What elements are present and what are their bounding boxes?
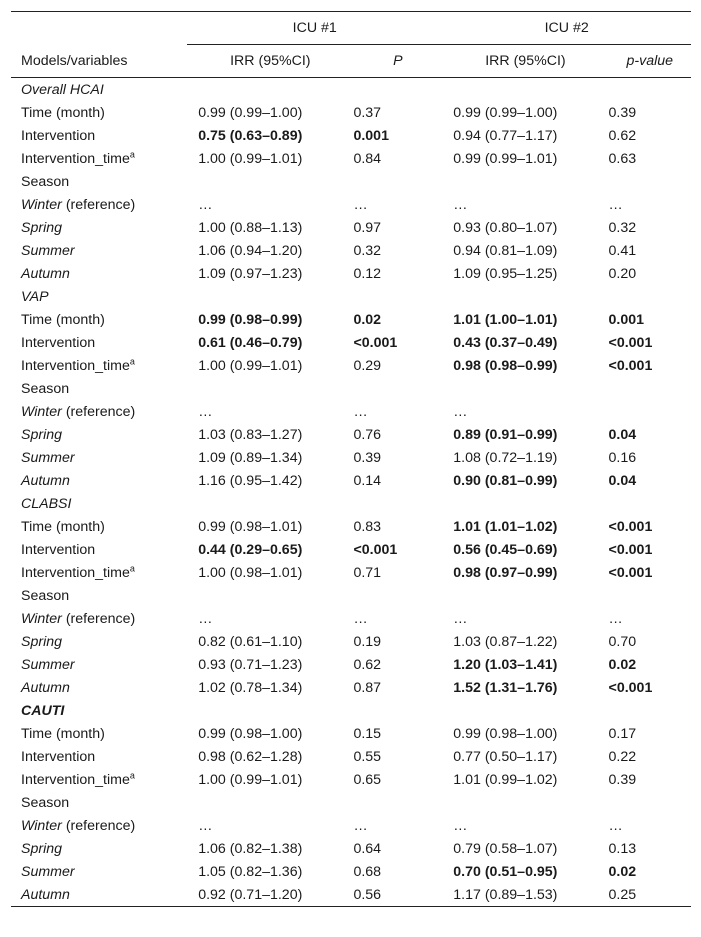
irr-icu2-cell: 0.99 (0.99–1.00) [453, 104, 558, 121]
row-label-text: Season [21, 380, 70, 397]
table-row [11, 147, 691, 170]
table-row [11, 607, 691, 630]
irr-icu2-cell [442, 285, 608, 308]
table-row [11, 561, 691, 584]
table-row [11, 791, 691, 814]
table-row [11, 860, 691, 883]
results-table [11, 11, 691, 907]
irr-icu1-cell: 0.82 (0.61–1.10) [198, 633, 303, 650]
irr-icu2-cell: 1.17 (0.89–1.53) [442, 883, 608, 907]
row-label-text: Summer [21, 242, 75, 259]
irr-icu2-cell: 0.93 (0.80–1.07) [453, 219, 558, 236]
p-icu1-cell [353, 377, 442, 400]
p-icu2-cell: 0.41 [608, 242, 637, 259]
row-label-text: Autumn [21, 679, 70, 696]
row-label-text: Season [21, 794, 70, 811]
irr-icu1-cell: 0.75 (0.63–0.89) [198, 127, 303, 144]
table-body [11, 78, 691, 907]
p-icu2-cell: 0.02 [608, 656, 637, 673]
group-header-icu2: ICU #2 [442, 12, 691, 45]
irr-icu2-cell [442, 584, 608, 607]
irr-icu2-cell: 1.01 (1.01–1.02) [453, 518, 558, 535]
row-label-text: Winter [21, 403, 62, 420]
p-icu2-cell [609, 78, 691, 102]
irr-icu2-cell: 0.98 (0.98–0.99) [453, 357, 558, 374]
row-label-text: Intervention [21, 541, 96, 558]
row-label [11, 377, 187, 400]
column-header-row [11, 45, 691, 78]
p-icu1-cell: 0.55 [353, 748, 382, 765]
row-label [11, 147, 187, 170]
row-label [11, 768, 187, 791]
table-row [11, 837, 691, 860]
irr-icu1-cell: … [198, 610, 213, 627]
p-icu2-cell: 0.32 [608, 219, 637, 236]
row-label [11, 285, 187, 308]
row-label-text: Intervention_time [21, 564, 130, 581]
table-row [11, 124, 691, 147]
irr-icu1-cell: 0.44 (0.29–0.65) [198, 541, 303, 558]
table-row [11, 745, 691, 768]
p-icu2-cell: 0.39 [608, 104, 637, 121]
p-icu1-cell: … [353, 610, 368, 627]
p-icu2-cell: 0.39 [608, 771, 637, 788]
p-icu1-cell [353, 699, 442, 722]
row-label-text: Autumn [21, 472, 70, 489]
row-label [11, 515, 187, 538]
row-label-text: Summer [21, 656, 75, 673]
irr-icu2-cell: 0.94 (0.81–1.09) [453, 242, 558, 259]
table-row [11, 101, 691, 124]
table-row [11, 170, 691, 193]
irr-icu2-cell: 1.20 (1.03–1.41) [453, 656, 558, 673]
p-icu2-cell: <0.001 [608, 334, 653, 351]
irr-icu2-cell [442, 699, 608, 722]
irr-icu1-cell: 1.06 (0.82–1.38) [198, 840, 303, 857]
row-label [11, 423, 187, 446]
table-row [11, 515, 691, 538]
table-row [11, 308, 691, 331]
irr-icu1-cell: 1.00 (0.99–1.01) [198, 357, 303, 374]
table-row [11, 676, 691, 699]
irr-icu2-cell: 1.01 (1.00–1.01) [453, 311, 558, 328]
p-icu2-cell: … [608, 817, 623, 834]
p-icu2-cell: 0.02 [608, 863, 637, 880]
table-row [11, 285, 691, 308]
row-label-text: Winter [21, 817, 62, 834]
row-label [11, 791, 187, 814]
footnote-marker: a [129, 148, 135, 159]
row-label-text: Intervention_time [21, 771, 130, 788]
irr-icu1-cell: 1.06 (0.94–1.20) [198, 242, 303, 259]
row-label [11, 216, 187, 239]
column-header-irr-icu1: IRR (95%CI) [187, 45, 353, 78]
p-icu1-cell: … [353, 196, 368, 213]
row-label [11, 170, 187, 193]
p-icu2-cell [609, 170, 691, 193]
table-row [11, 814, 691, 837]
row-label [11, 584, 187, 607]
irr-icu2-cell: … [453, 817, 468, 834]
row-label-text: CAUTI [21, 702, 65, 719]
header-empty-cell [11, 12, 187, 45]
table-row [11, 699, 691, 722]
p-icu2-cell [609, 285, 691, 308]
column-header-variables: Models/variables [11, 45, 187, 78]
p-icu2-cell [609, 492, 691, 515]
p-icu1-cell: 0.65 [353, 771, 382, 788]
p-icu1-cell: 0.12 [353, 265, 382, 282]
p-icu2-cell: 0.13 [608, 840, 637, 857]
row-label-text: Time (month) [21, 311, 105, 328]
irr-icu2-cell [442, 492, 608, 515]
irr-icu1-cell [187, 377, 353, 400]
row-label [11, 538, 187, 561]
irr-icu2-cell: 0.70 (0.51–0.95) [453, 863, 558, 880]
p-icu2-cell: 0.70 [608, 633, 637, 650]
row-label-suffix: (reference) [61, 817, 136, 834]
table-row [11, 538, 691, 561]
irr-icu2-cell: 1.08 (0.72–1.19) [453, 449, 558, 466]
row-label [11, 400, 187, 423]
row-label-text: Season [21, 587, 70, 604]
p-icu2-cell: 0.22 [608, 748, 637, 765]
row-label [11, 354, 187, 377]
p-icu1-cell: 0.56 [353, 883, 442, 907]
row-label-text: Autumn [21, 265, 70, 282]
p-icu1-cell: 0.84 [353, 150, 382, 167]
table-row [11, 262, 691, 285]
table-row [11, 423, 691, 446]
irr-icu2-cell: 1.03 (0.87–1.22) [453, 633, 558, 650]
row-label-text: Intervention [21, 748, 96, 765]
irr-icu1-cell: 0.61 (0.46–0.79) [198, 334, 303, 351]
irr-icu2-cell [442, 170, 608, 193]
row-label-suffix: (reference) [61, 196, 136, 213]
irr-icu2-cell: 0.94 (0.77–1.17) [453, 127, 558, 144]
irr-icu2-cell: 1.52 (1.31–1.76) [453, 679, 558, 696]
irr-icu1-cell: 1.16 (0.95–1.42) [198, 472, 303, 489]
table-row [11, 193, 691, 216]
row-label-text: Spring [21, 633, 63, 650]
irr-icu2-cell: 1.09 (0.95–1.25) [453, 265, 558, 282]
row-label-text: VAP [21, 288, 49, 305]
row-label [11, 331, 187, 354]
irr-icu2-cell: 0.77 (0.50–1.17) [453, 748, 558, 765]
p-icu2-cell [609, 584, 691, 607]
p-icu1-cell: 0.76 [353, 426, 382, 443]
p-icu2-cell [609, 377, 691, 400]
p-icu2-cell: … [608, 610, 623, 627]
row-label-text: Time (month) [21, 518, 105, 535]
row-label-text: Overall HCAI [21, 81, 104, 98]
table-row [11, 331, 691, 354]
p-icu1-cell: 0.83 [353, 518, 382, 535]
row-label [11, 78, 187, 102]
row-label [11, 883, 187, 907]
irr-icu2-cell: 0.43 (0.37–0.49) [453, 334, 558, 351]
row-label-text: Summer [21, 863, 75, 880]
row-label-suffix: (reference) [61, 610, 136, 627]
p-icu1-cell: <0.001 [353, 541, 398, 558]
p-icu2-cell: 0.16 [608, 449, 637, 466]
p-icu1-cell: 0.29 [353, 357, 382, 374]
row-label-text: Season [21, 173, 70, 190]
irr-icu2-cell [442, 377, 608, 400]
irr-icu1-cell: … [198, 196, 213, 213]
p-icu1-cell: 0.97 [353, 219, 382, 236]
footnote-marker: a [129, 562, 135, 573]
row-label-text: Spring [21, 219, 63, 236]
irr-icu1-cell: … [198, 817, 213, 834]
irr-icu2-cell: 0.89 (0.91–0.99) [453, 426, 558, 443]
table-row [11, 78, 691, 102]
row-label-text: Intervention [21, 334, 96, 351]
irr-icu2-cell [442, 78, 608, 102]
p-icu1-cell: 0.87 [353, 679, 382, 696]
p-icu1-cell [353, 78, 442, 102]
row-label [11, 101, 187, 124]
footnote-marker: a [129, 769, 135, 780]
p-icu1-cell: 0.68 [353, 863, 382, 880]
p-icu2-cell: <0.001 [608, 541, 653, 558]
p-icu2-cell: <0.001 [608, 357, 653, 374]
row-label-text: Time (month) [21, 725, 105, 742]
irr-icu2-cell: … [453, 610, 468, 627]
row-label [11, 124, 187, 147]
irr-icu2-cell: 0.99 (0.99–1.01) [453, 150, 558, 167]
p-icu1-cell: 0.62 [353, 656, 382, 673]
row-label-text: CLABSI [21, 495, 72, 512]
table-row [11, 446, 691, 469]
irr-icu1-cell: 0.99 (0.98–1.01) [198, 518, 303, 535]
irr-icu1-cell [187, 791, 353, 814]
row-label [11, 837, 187, 860]
irr-icu1-cell [187, 170, 353, 193]
column-header-p-icu1: P [353, 45, 442, 78]
p-icu1-cell: 0.71 [353, 564, 382, 581]
irr-icu1-cell: … [198, 403, 213, 420]
p-icu1-cell: 0.001 [353, 127, 389, 144]
table-row [11, 722, 691, 745]
row-label [11, 699, 187, 722]
p-icu1-cell [353, 285, 442, 308]
p-icu1-cell: <0.001 [353, 334, 398, 351]
irr-icu1-cell: 1.05 (0.82–1.36) [198, 863, 303, 880]
irr-icu1-cell: 0.99 (0.98–1.00) [198, 725, 303, 742]
row-label-text: Autumn [21, 886, 70, 903]
group-header-icu1: ICU #1 [187, 12, 442, 45]
row-label-text: Time (month) [21, 104, 105, 121]
row-label [11, 653, 187, 676]
p-icu2-cell: 0.63 [608, 150, 637, 167]
irr-icu1-cell: 1.09 (0.97–1.23) [198, 265, 303, 282]
row-label [11, 193, 187, 216]
p-icu2-cell: <0.001 [608, 518, 653, 535]
irr-icu1-cell: 1.00 (0.99–1.01) [198, 771, 303, 788]
p-icu2-cell: <0.001 [608, 679, 653, 696]
table-row [11, 354, 691, 377]
irr-icu1-cell: 0.99 (0.98–0.99) [198, 311, 303, 328]
irr-icu2-cell: 1.01 (0.99–1.02) [453, 771, 558, 788]
row-label-text: Winter [21, 196, 62, 213]
irr-icu2-cell: 0.56 (0.45–0.69) [453, 541, 558, 558]
row-label-text: Spring [21, 426, 63, 443]
p-icu1-cell [353, 791, 442, 814]
irr-icu1-cell [187, 285, 353, 308]
table-row [11, 377, 691, 400]
p-icu1-cell: … [353, 403, 368, 420]
p-icu2-cell [609, 400, 691, 423]
row-label [11, 308, 187, 331]
irr-icu1-cell: 1.09 (0.89–1.34) [198, 449, 303, 466]
row-label [11, 262, 187, 285]
irr-icu2-cell [442, 791, 608, 814]
irr-icu1-cell: 1.00 (0.98–1.01) [198, 564, 303, 581]
p-icu1-cell: 0.37 [353, 104, 382, 121]
irr-icu1-cell: 1.02 (0.78–1.34) [198, 679, 303, 696]
column-header-p-icu2: p-value [609, 45, 691, 78]
p-icu2-cell: 0.001 [608, 311, 645, 328]
irr-icu1-cell: 1.00 (0.99–1.01) [198, 150, 303, 167]
row-label [11, 446, 187, 469]
p-icu2-cell [609, 791, 691, 814]
p-icu1-cell [353, 170, 442, 193]
irr-icu2-cell: 0.99 (0.98–1.00) [453, 725, 558, 742]
table-row [11, 469, 691, 492]
row-label-text: Intervention_time [21, 357, 130, 374]
p-icu2-cell: … [608, 196, 623, 213]
irr-icu1-cell: 0.99 (0.99–1.00) [198, 104, 303, 121]
irr-icu1-cell: 1.00 (0.88–1.13) [198, 219, 303, 236]
row-label [11, 561, 187, 584]
row-label-text: Intervention_time [21, 150, 130, 167]
irr-icu1-cell: 0.92 (0.71–1.20) [187, 883, 353, 907]
row-label-text: Spring [21, 840, 63, 857]
irr-icu2-cell: … [453, 403, 468, 420]
row-label [11, 676, 187, 699]
table-row [11, 883, 691, 907]
irr-icu1-cell [187, 584, 353, 607]
p-icu1-cell: 0.02 [353, 311, 382, 328]
table-row [11, 239, 691, 262]
row-label [11, 607, 187, 630]
footnote-marker: a [129, 355, 135, 366]
row-label-text: Winter [21, 610, 62, 627]
p-icu1-cell: 0.64 [353, 840, 382, 857]
p-icu1-cell [353, 492, 442, 515]
table-row [11, 216, 691, 239]
table-row [11, 653, 691, 676]
irr-icu1-cell: 0.93 (0.71–1.23) [198, 656, 303, 673]
p-icu2-cell: 0.04 [608, 472, 637, 489]
row-label-suffix: (reference) [61, 403, 136, 420]
table-row [11, 768, 691, 791]
p-icu2-cell: 0.62 [608, 127, 637, 144]
p-icu1-cell: 0.39 [353, 449, 382, 466]
group-header-row [11, 12, 691, 45]
row-label [11, 745, 187, 768]
p-icu2-cell [609, 699, 691, 722]
p-icu2-cell: <0.001 [608, 564, 653, 581]
p-icu1-cell: … [353, 817, 368, 834]
irr-icu1-cell [187, 492, 353, 515]
table-row [11, 584, 691, 607]
p-icu1-cell: 0.32 [353, 242, 382, 259]
p-icu2-cell: 0.20 [608, 265, 637, 282]
table-row [11, 492, 691, 515]
p-icu1-cell: 0.19 [353, 633, 382, 650]
row-label [11, 239, 187, 262]
row-label-text: Summer [21, 449, 75, 466]
p-icu2-cell: 0.17 [608, 725, 637, 742]
p-icu2-cell: 0.25 [609, 883, 691, 907]
row-label [11, 722, 187, 745]
irr-icu1-cell [187, 78, 353, 102]
p-icu1-cell [353, 584, 442, 607]
irr-icu2-cell: … [453, 196, 468, 213]
column-header-irr-icu2: IRR (95%CI) [442, 45, 608, 78]
irr-icu2-cell: 0.98 (0.97–0.99) [453, 564, 558, 581]
irr-icu2-cell: 0.90 (0.81–0.99) [453, 472, 558, 489]
row-label [11, 630, 187, 653]
row-label [11, 814, 187, 837]
p-icu1-cell: 0.14 [353, 472, 382, 489]
irr-icu1-cell: 1.03 (0.83–1.27) [198, 426, 303, 443]
table-row [11, 400, 691, 423]
row-label [11, 492, 187, 515]
table-row [11, 630, 691, 653]
p-icu2-cell: 0.04 [608, 426, 637, 443]
irr-icu1-cell [187, 699, 353, 722]
row-label [11, 469, 187, 492]
p-icu1-cell: 0.15 [353, 725, 382, 742]
irr-icu1-cell: 0.98 (0.62–1.28) [198, 748, 303, 765]
row-label [11, 860, 187, 883]
irr-icu2-cell: 0.79 (0.58–1.07) [453, 840, 558, 857]
row-label-text: Intervention [21, 127, 96, 144]
